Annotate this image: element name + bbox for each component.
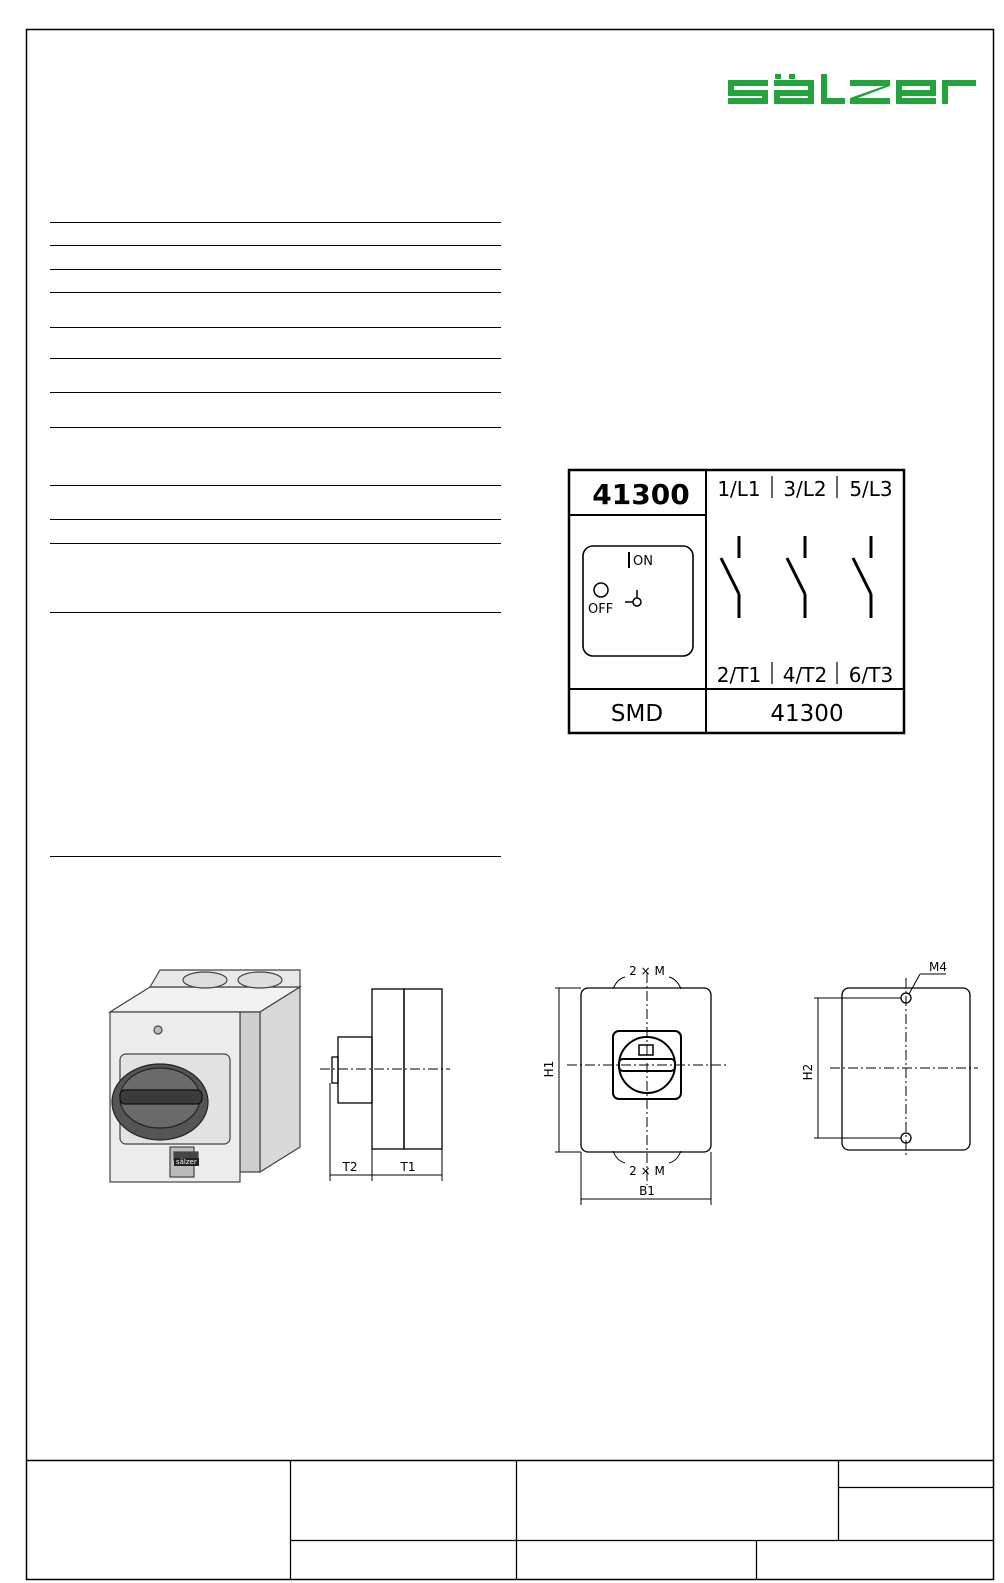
dim-b1: B1: [639, 1184, 655, 1198]
dim-m-top: 2 × M: [629, 964, 665, 978]
spec-rule: [50, 292, 501, 293]
brand-logo: [728, 74, 976, 114]
rear-view-drawing: [800, 958, 980, 1163]
spec-rule: [50, 485, 501, 486]
terminal-top-3: 5/L3: [849, 477, 893, 501]
spec-rule: [50, 543, 501, 544]
spec-rule: [50, 427, 501, 428]
switch-contacts-icon: [721, 536, 871, 618]
spec-rule: [50, 358, 501, 359]
spec-rule: [50, 856, 501, 857]
product-badge: sälzer: [176, 1158, 197, 1166]
terminal-bottom-3: 6/T3: [848, 663, 894, 687]
spec-rule: [50, 612, 501, 613]
terminal-bottom-1: 2/T1: [716, 663, 762, 687]
type-code: 41300: [770, 701, 844, 727]
terminal-bottom-2: 4/T2: [782, 663, 828, 687]
dim-t1: T1: [400, 1160, 416, 1174]
side-view-drawing: [320, 985, 455, 1185]
dim-h2: H2: [801, 1063, 815, 1081]
dial-on-label: ON: [633, 554, 653, 569]
spec-rule: [50, 519, 501, 520]
spec-rule: [50, 392, 501, 393]
dim-m-bottom: 2 × M: [629, 1164, 665, 1178]
salzer-logo-icon: [728, 74, 976, 110]
spec-rule: [50, 245, 501, 246]
terminal-top-1: 1/L1: [717, 477, 761, 501]
dial-off-label: OFF: [588, 602, 614, 617]
terminal-top-2: 3/L2: [783, 477, 827, 501]
switch-schematic: [565, 466, 909, 738]
spec-rule: [50, 269, 501, 270]
spec-rule: [50, 222, 501, 223]
spec-rule: [50, 327, 501, 328]
type-label: SMD: [610, 701, 664, 727]
dim-h1: H1: [542, 1060, 556, 1078]
dim-m4: M4: [929, 960, 947, 974]
product-illustration-icon: [100, 962, 310, 1192]
part-number: 41300: [592, 478, 690, 511]
dim-t2: T2: [342, 1160, 358, 1174]
front-view-drawing: [535, 955, 730, 1210]
